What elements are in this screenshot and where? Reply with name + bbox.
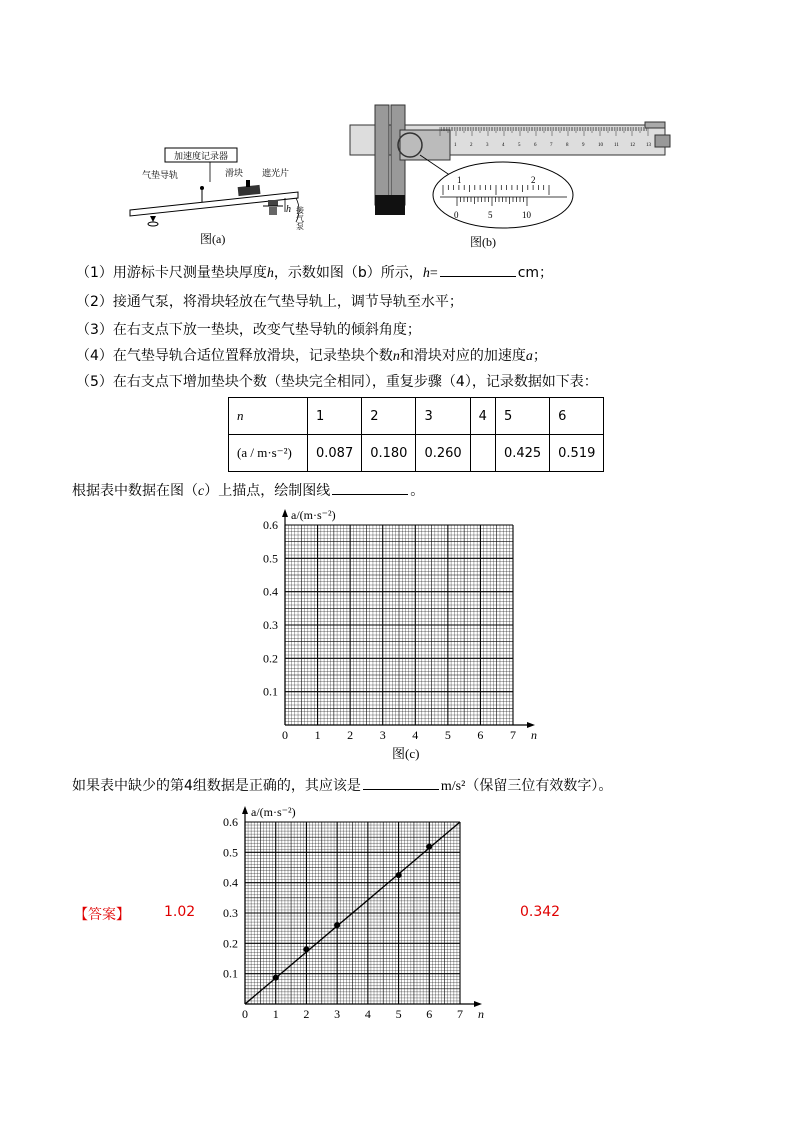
y-tick-label: 0.2 — [263, 651, 278, 666]
question-3: （3）在右支点下放一垫块，改变气垫导轨的倾斜角度； — [76, 322, 421, 338]
x-tick-label: 2 — [303, 1007, 310, 1021]
data-point — [303, 946, 309, 952]
y-tick-label: 0.2 — [223, 936, 238, 951]
table-header-n: n — [229, 398, 308, 435]
table-cell: 3 — [416, 398, 470, 435]
vernier-caliper-diagram — [345, 100, 675, 235]
x-tick-label: 3 — [379, 728, 386, 742]
fig-b-caption: 图(b) — [470, 235, 496, 249]
plot-instruction — [72, 480, 424, 502]
question-5: （5）在右支点下增加垫块个数（垫块完全相同），重复步骤（4），记录数据如下表： — [76, 374, 598, 390]
y-tick-label: 0.3 — [263, 618, 278, 632]
x-tick-label: 5 — [444, 728, 451, 742]
main-scale-number: 2 — [470, 143, 473, 148]
x-tick-label: 3 — [334, 1007, 341, 1021]
x-tick-label: 2 — [347, 728, 354, 742]
main-scale-number: 8 — [566, 143, 569, 148]
y-tick-label: 0.4 — [263, 584, 278, 599]
data-table — [228, 397, 604, 472]
main-scale-number: 12 — [630, 143, 635, 148]
missing-unit: m/s² — [440, 779, 466, 794]
y-tick-label: 0.6 — [263, 518, 278, 532]
main-scale-number: 6 — [534, 143, 537, 148]
missing-after: （保留三位有效数字）。 — [465, 778, 613, 794]
q1-text: （1）用游标卡尺测量垫块厚度 — [76, 265, 267, 281]
x-tick-label: 7 — [457, 1007, 463, 1021]
recorder-label: 加速度记录器 — [173, 152, 229, 162]
q1-answer-blank[interactable] — [440, 262, 516, 277]
x-tick-label: 1 — [314, 728, 321, 742]
table-cell: 0.087 — [308, 435, 362, 472]
plot-instruction-after: ）上描点，绘制图线 — [204, 483, 331, 499]
q1-var2: h — [422, 266, 430, 281]
main-scale-number: 13 — [646, 143, 651, 148]
y-tick-label: 0.1 — [223, 966, 238, 981]
missing-answer-blank[interactable] — [363, 775, 439, 790]
main-scale-number: 9 — [582, 143, 585, 148]
q4-end: ； — [532, 348, 547, 364]
y-axis-label: a/(m·s⁻²) — [251, 805, 296, 819]
zoom-main-label-1: 1 — [457, 175, 462, 185]
x-tick-label: 4 — [364, 1007, 371, 1021]
chart-c — [250, 505, 550, 765]
x-tick-label: 4 — [412, 728, 419, 742]
track-label: 气垫导轨 — [142, 171, 179, 181]
y-tick-label: 0.1 — [263, 684, 278, 699]
y-tick-label: 0.3 — [223, 906, 238, 920]
q4-text: （4）在气垫导轨合适位置释放滑块，记录垫块个数 — [76, 348, 393, 364]
figure-b — [345, 100, 675, 235]
fig-c-caption: 图(c) — [392, 746, 420, 761]
table-cell: 1 — [308, 398, 362, 435]
x-tick-label: 6 — [477, 728, 484, 742]
plot-instruction-var: c — [198, 484, 205, 499]
table-row — [229, 435, 604, 472]
shade-label: 遮光片 — [262, 169, 290, 179]
data-point — [426, 844, 432, 850]
data-point — [396, 872, 402, 878]
x-tick-label: 7 — [510, 728, 516, 742]
q1-var: h — [266, 266, 274, 281]
x-tick-label: 1 — [272, 1007, 279, 1021]
main-scale-number: 10 — [598, 143, 603, 148]
main-scale-number: 11 — [614, 143, 619, 148]
y-axis-arrow — [282, 509, 288, 517]
table-row — [229, 398, 604, 435]
x-tick-label: 5 — [395, 1007, 402, 1021]
main-scale-number: 1 — [454, 143, 457, 148]
q1-unit: cm； — [517, 265, 554, 281]
table-cell — [470, 435, 495, 472]
table-cell: 0.519 — [550, 435, 604, 472]
slider-label: 滑块 — [225, 169, 244, 179]
y-axis-arrow — [242, 806, 248, 814]
h-label: h — [286, 204, 291, 215]
x-tick-label: 0 — [242, 1007, 248, 1021]
y-tick-label: 0.5 — [263, 551, 278, 566]
question-2: （2）接通气泵，将滑块轻放在气垫导轨上，调节导轨至水平； — [76, 294, 463, 310]
table-header-a: (a / m·s⁻²) — [229, 435, 308, 472]
zoom-vernier-label-5: 5 — [488, 210, 493, 220]
table-cell: 2 — [362, 398, 416, 435]
main-scale-number: 3 — [486, 143, 489, 148]
table-cell: 5 — [495, 398, 549, 435]
missing-value-question — [72, 775, 612, 797]
zoom-vernier-label-10: 10 — [522, 210, 531, 220]
zoom-main-label-2: 2 — [531, 175, 536, 185]
main-scale-number: 5 — [518, 143, 521, 148]
pump-label: 接气泵 — [295, 206, 305, 230]
data-point — [334, 922, 340, 928]
y-tick-label: 0.5 — [223, 845, 238, 860]
fig-a-caption: 图(a) — [200, 232, 226, 246]
zoom-vernier-label-0: 0 — [454, 210, 459, 220]
plot-instruction-text: 根据表中数据在图（ — [72, 483, 198, 499]
answer-value-1: 1.02 — [164, 904, 196, 920]
main-scale-number: 7 — [550, 143, 553, 148]
y-axis-label: a/(m·s⁻²) — [291, 508, 336, 522]
x-axis-label: n — [478, 1007, 484, 1021]
plot-instruction-end: 。 — [410, 483, 425, 499]
q4-var-a: a — [525, 349, 533, 364]
table-cell: 0.425 — [495, 435, 549, 472]
answer-value-2: 0.342 — [520, 904, 561, 920]
y-tick-label: 0.6 — [223, 815, 238, 829]
data-point — [273, 975, 279, 981]
answer-label: 【答案】 — [74, 907, 130, 923]
q1-eq: = — [429, 266, 438, 281]
x-tick-label: 0 — [282, 728, 288, 742]
question-4 — [76, 346, 547, 367]
q4-var-n: n — [392, 349, 400, 364]
question-1 — [76, 262, 553, 284]
table-cell: 0.260 — [416, 435, 470, 472]
table-cell: 6 — [550, 398, 604, 435]
x-tick-label: 6 — [426, 1007, 433, 1021]
table-cell: 4 — [470, 398, 495, 435]
y-tick-label: 0.4 — [223, 875, 238, 890]
graph-answer-blank[interactable] — [332, 480, 408, 495]
table-cell: 0.180 — [362, 435, 416, 472]
x-axis-label: n — [531, 728, 537, 742]
main-scale-number: 4 — [502, 143, 505, 148]
missing-text: 如果表中缺少的第4组数据是正确的，其应该是 — [72, 778, 361, 794]
q4-mid: 和滑块对应的加速度 — [399, 348, 526, 364]
answer-chart — [210, 800, 510, 1025]
q1-mid: ，示数如图（b）所示， — [273, 265, 423, 281]
